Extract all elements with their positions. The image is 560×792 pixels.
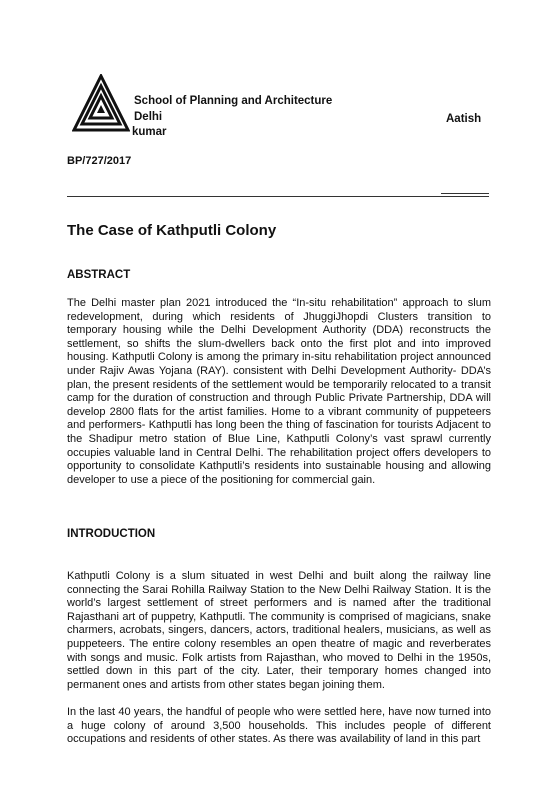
spa-logo-icon (72, 74, 130, 132)
author-last-name: kumar (132, 126, 167, 138)
author-first-name: Aatish (446, 113, 482, 125)
introduction-paragraph-2: In the last 40 years, the handful of people who were settled here, have now turned into a huge colony of around 3,500 households. This includes people of different occupations and residents of other states. As there was availability of land in this part (67, 706, 491, 746)
abstract-heading: ABSTRACT (67, 269, 131, 281)
paper-title: The Case of Kathputli Colony (67, 222, 277, 239)
introduction-heading: INTRODUCTION (67, 528, 156, 540)
abstract-text: The Delhi master plan 2021 introduced the “In-situ rehabilitation” approach to slum redevelopment, during which residents of JhuggiJhopdi Clusters transition to temporary housing while the Delhi Development Authority (DDA) reconstructs the settlement, so shifts the slum-dwellers back onto the first plot and into improved housing. Kathputli Colony is among the primary in-situ rehabilitation project announced under Rajiv Awas Yojana (RAY). consistent with Delhi Development Authority- DDA’s plan, the present residents of the settlement would be temporarily relocated to a transit camp for the duration of construction and through Public Private Partnership, DDA will develop 2800 flats for the artist families. Home to a vibrant community of puppeteers and performers- Kathputli has long been the thing of fascination for tourists Adjacent to the Shadipur metro station of Blue Line, Kathputli Colony’s vast sprawl currently occupies valuable land in Central Delhi. The rehabilitation project offers developers to opportunity to consolidate Kathputli’s residents into sustainable housing and allowing developer to use a piece of the positioning for commercial gain. (67, 297, 491, 486)
institution-city: Delhi (134, 111, 163, 123)
introduction-paragraph-1: Kathputli Colony is a slum situated in west Delhi and built along the railway line connecting the Sarai Rohilla Railway Station to the New Delhi Railway Station. It is the world’s largest settlement of street performers and is named after the traditional Rajasthani art of puppetry, Kathputli. The community is comprised of magicians, snake charmers, acrobats, singers, dancers, actors, traditional healers, musicians, as well as puppeteers. The entire colony resembles an open theatre of magic and reverberates with songs and music. Folk artists from Rajasthan, who moved to Delhi in the 1950s, settled down in this part of the city. Later, their temporary homes changed into permanent ones and artists from other states began joining them. (67, 570, 491, 691)
document-code: BP/727/2017 (67, 155, 132, 167)
short-rule (441, 193, 489, 194)
header-rule (67, 196, 489, 197)
institution-name: School of Planning and Architecture (134, 95, 333, 107)
